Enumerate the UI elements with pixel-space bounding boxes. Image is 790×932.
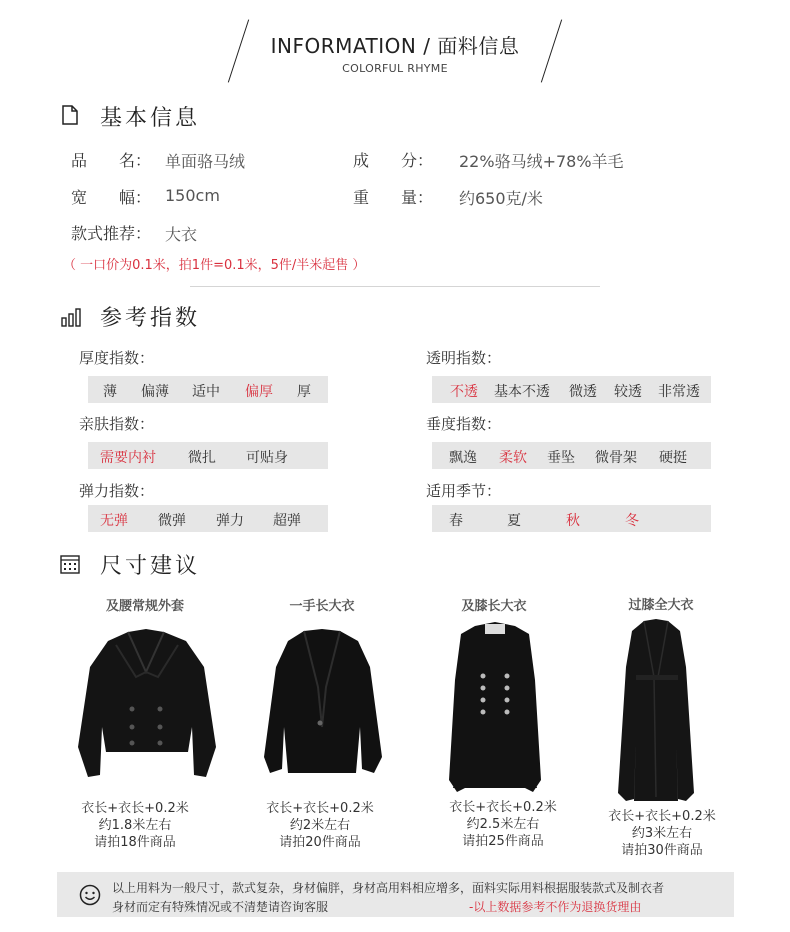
size-caption: 一手长大衣 [289,599,355,614]
ref-option: 偏薄 [141,384,169,400]
ref-option: 非常透 [658,384,700,400]
smiley-icon [79,884,101,906]
info-value-composition: 22%骆马绒+78%羊毛 [459,152,624,171]
footer-line-1: 以上用料为一般尺寸，款式复杂，身材偏胖，身材高用料相应增多，面料实际用料根据服装款式及制衣者 [112,881,665,895]
ref-option: 飘逸 [449,450,477,466]
ref-option-selected: 无弹 [100,513,128,529]
ref-option: 基本不透 [494,384,550,400]
info-label-name: 品 名： [71,151,152,170]
ref-label-transparency: 透明指数： [426,349,502,367]
ref-label-drape: 垂度指数： [426,415,502,433]
ref-option-selected: 秋 [566,513,580,529]
ref-bar-thickness [88,376,328,403]
ref-option-selected: 不透 [450,384,478,400]
waist-jacket-image [76,627,218,779]
info-label-width: 宽 幅： [71,188,152,207]
sale-note: （ 一口价为0.1米，拍1件=0.1米，5件/半米起售 ） [63,258,366,273]
ref-option: 微扎 [188,450,216,466]
size-desc-line: 衣长+衣长+0.2米 [81,801,189,816]
ref-option: 微透 [569,384,597,400]
size-desc-line: 请拍18件商品 [94,835,176,850]
ref-bar-drape [432,442,711,469]
ref-option: 微骨架 [595,450,637,466]
size-caption: 过膝全大衣 [628,598,694,613]
size-title: 尺寸建议 [100,554,201,579]
ref-option: 较透 [614,384,642,400]
ref-label-thickness: 厚度指数： [79,349,155,367]
basic-info-title: 基本信息 [100,106,201,131]
ref-option-selected: 偏厚 [245,384,273,400]
info-label-weight: 重 量： [353,188,434,207]
info-value-weight: 约650克/米 [459,189,543,208]
size-description [413,799,593,850]
size-description [230,800,410,851]
full-length-coat-image [616,617,696,802]
section-divider [190,286,600,287]
size-desc-line: 请拍30件商品 [621,843,703,858]
page-subtitle: COLORFUL RHYME [342,62,448,75]
size-caption: 及膝长大衣 [461,599,527,614]
calendar-grid-icon [60,554,80,574]
ref-option: 硬挺 [659,450,687,466]
knee-length-coat-image [447,620,543,795]
info-value-width: 150cm [165,186,220,205]
ref-option: 夏 [507,513,521,529]
ref-bar-transparency [432,376,711,403]
size-desc-line: 衣长+衣长+0.2米 [449,800,557,815]
ref-option: 春 [449,513,463,529]
page-title: INFORMATION / 面料信息 [270,34,520,58]
size-desc-line: 约3米左右 [631,826,693,841]
info-label-composition: 成 分： [353,151,434,170]
ref-option: 适中 [192,384,220,400]
ref-option-selected: 冬 [625,513,639,529]
footer-warning: -以上数据参考不作为退换货理由 [469,900,642,914]
size-desc-line: 衣长+衣长+0.2米 [266,801,374,816]
ref-option: 垂坠 [547,450,575,466]
size-desc-line: 请拍25件商品 [462,834,544,849]
ref-option: 弹力 [216,513,244,529]
ref-label-season: 适用季节： [426,482,502,500]
ref-option-selected: 柔软 [499,450,527,466]
ref-bar-elasticity [88,505,328,532]
ref-option: 厚 [297,384,311,400]
ref-bar-season [432,505,711,532]
ref-option-selected: 需要内衬 [100,450,156,466]
hand-length-coat-image [262,627,384,775]
size-description [45,800,225,851]
reference-title: 参考指数 [100,306,201,331]
info-value-style: 大衣 [165,225,198,244]
footer-line-2: 身材而定有特殊情况或不清楚请咨询客服 [112,900,329,914]
ref-label-skin: 亲肤指数： [79,415,155,433]
footer-notice [57,872,734,917]
info-value-name: 单面骆马绒 [165,152,246,171]
size-desc-line: 约2.5米左右 [466,817,540,832]
info-label-style: 款式推荐： [71,224,152,243]
ref-option: 可贴身 [246,450,288,466]
size-desc-line: 衣长+衣长+0.2米 [608,809,716,824]
ref-option: 薄 [103,384,117,400]
ref-option: 超弹 [273,513,301,529]
bar-chart-icon [61,307,83,327]
size-caption: 及腰常规外套 [105,599,184,614]
ref-option: 微弹 [158,513,186,529]
size-desc-line: 请拍20件商品 [279,835,361,850]
size-desc-line: 约1.8米左右 [98,818,172,833]
ref-label-elasticity: 弹力指数： [79,482,155,500]
ref-bar-skin [88,442,328,469]
size-desc-line: 约2米左右 [289,818,351,833]
size-description [572,808,752,859]
document-icon [61,105,79,125]
